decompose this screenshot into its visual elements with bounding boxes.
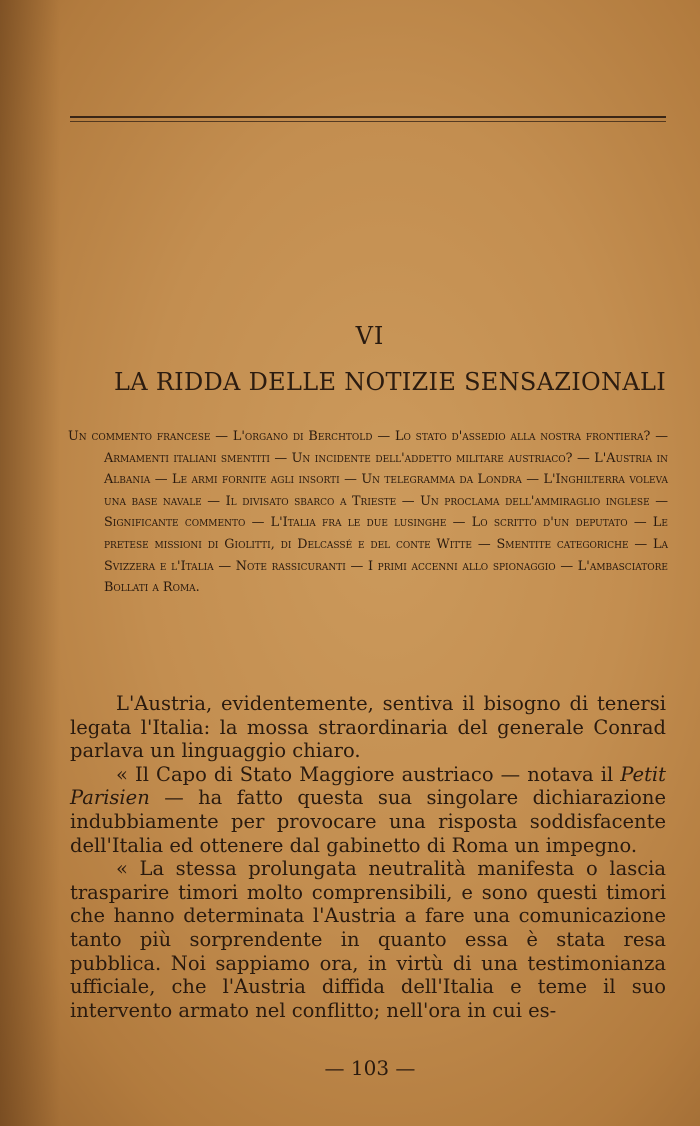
page-edge-shadow <box>0 0 60 1126</box>
body-text <box>70 692 666 1022</box>
header-rule-thin <box>70 121 666 122</box>
quote-text: — ha fatto questa sua singolare dichiarazione indubbiamente per provocare una risposta soddisfacente dell'Italia ed ottenere dal gabinetto di Roma un impegno. <box>70 786 666 857</box>
paragraph: « La stessa prolungata neutralità manifesta o lascia trasparire timori molto comprensibili, e sono questi timori che hanno determinata l'Austria a fare una comunicazione tanto più sorprendente in quanto essa è stata resa pubblica. Noi sappiamo ora, in virtù di una testimonianza ufficiale, che l'Austria diffida dell'Italia e teme il suo intervento armato nel conflitto; nell'ora in cui es- <box>70 857 666 1022</box>
chapter-summary: Un commento francese — L'organo di Berchtold — Lo stato d'assedio alla nostra frontiera? — Armamenti italiani smentiti — Un incidente dell'addetto militare austriaco? — L'Austria in Albania — Le armi fornite agli insorti — Un telegramma da Londra — L'Inghilterra voleva una base navale — Il divisato sbarco a Trieste — Un proclama dell'ammiraglio inglese — Significante commento — L'Italia fra le due lusinghe — Lo scritto d'un deputato — Le pretese missioni di Giolitti, di Delcassé e del conte Witte — Smentite categoriche — La Svizzera e l'Italia — Note rassicuranti — I primi accenni allo spionaggio — L'ambasciatore Bollati a Roma. <box>68 429 668 596</box>
paragraph: L'Austria, evidentemente, sentiva il bisogno di tenersi legata l'Italia: la mossa straordinaria del generale Conrad parlava un linguaggio chiaro. <box>70 692 666 763</box>
paragraph <box>70 763 666 857</box>
page-number: — 103 — <box>324 1056 416 1080</box>
chapter-number: VI <box>355 322 385 350</box>
header-rule <box>70 116 666 118</box>
chapter-title: LA RIDDA DELLE NOTIZIE SENSAZIONALI <box>114 368 666 396</box>
quote-text: « Il Capo di Stato Maggiore austriaco — notava il <box>116 762 621 786</box>
newspaper-name: Petit Parisien <box>70 762 666 810</box>
